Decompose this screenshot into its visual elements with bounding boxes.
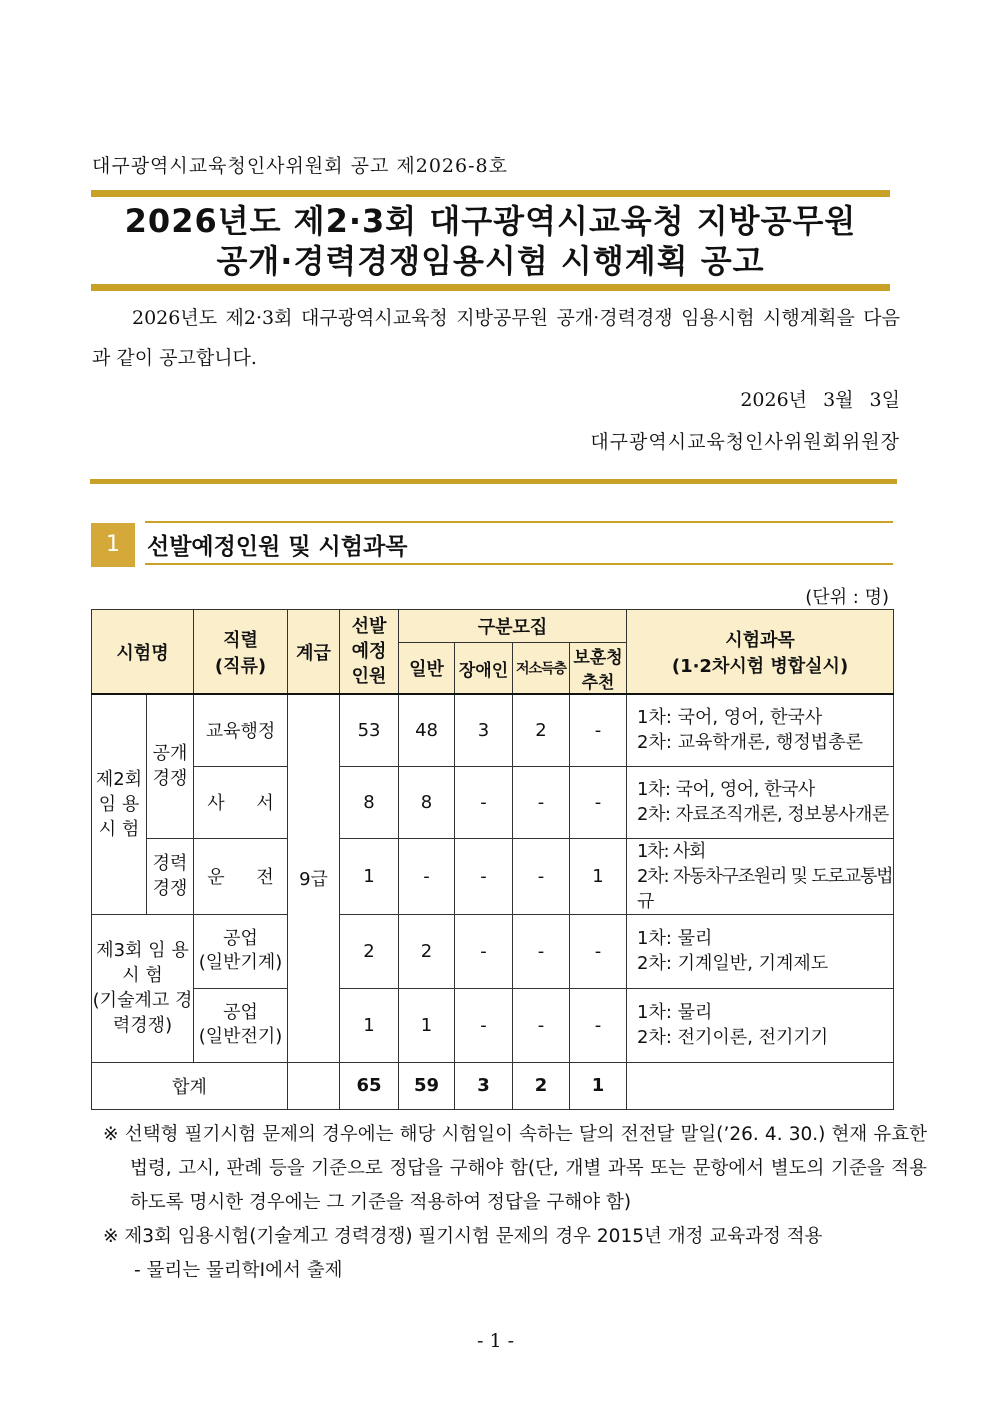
header-category: 구분모집 — [399, 610, 627, 643]
cell-planned: 1 — [340, 838, 399, 914]
total-low-income: 2 — [513, 1062, 570, 1109]
header-planned: 선발 예정 인원 — [340, 610, 399, 695]
cell-subjects: 1차: 물리 2차: 전기이론, 전기기기 — [627, 988, 894, 1062]
cell-planned: 53 — [340, 694, 399, 766]
page-title-line2: 공개·경력경쟁임용시험 시행계획 공고 — [216, 242, 765, 280]
cell-job: 공업 (일반전기) — [194, 988, 288, 1062]
cell-veterans: - — [570, 914, 627, 988]
title-bottom-bar — [91, 284, 890, 291]
cell-general: - — [399, 838, 455, 914]
note-2: ※ 제3회 임용시험(기술계고 경력경쟁) 필기시험 문제의 경우 2015년 개정 교육과정 적용 — [103, 1226, 823, 1247]
title-top-bar — [91, 190, 890, 197]
table-row — [92, 988, 894, 1062]
total-grade-cell — [288, 1062, 340, 1109]
cell-general: 8 — [399, 766, 455, 838]
cell-subjects: 1차: 물리 2차: 기계일반, 기계제도 — [627, 914, 894, 988]
cell-job: 공업 (일반기계) — [194, 914, 288, 988]
group-career: 경력 경쟁 — [147, 838, 194, 914]
cell-low-income: - — [513, 766, 570, 838]
header-disabled: 장애인 — [455, 643, 513, 695]
header-veterans: 보훈청 추천 — [570, 643, 627, 695]
header-general: 일반 — [399, 643, 455, 695]
cell-planned: 8 — [340, 766, 399, 838]
section-number: 1 — [91, 523, 135, 567]
cell-general: 1 — [399, 988, 455, 1062]
notice-number: 대구광역시교육청인사위원회 공고 제2026-8호 — [92, 155, 508, 177]
cell-disabled: - — [455, 988, 513, 1062]
cell-job: 사 서 — [194, 766, 288, 838]
cell-veterans: - — [570, 988, 627, 1062]
section-line-bottom — [145, 563, 893, 565]
unit-label: (단위 : 명) — [805, 587, 889, 608]
note-2-sub: - 물리는 물리학Ⅰ에서 출제 — [134, 1260, 343, 1281]
cell-planned: 2 — [340, 914, 399, 988]
divider — [90, 479, 897, 484]
header-exam-name: 시험명 — [92, 610, 194, 695]
total-row — [92, 1062, 894, 1109]
total-subjects — [627, 1062, 894, 1109]
total-general: 59 — [399, 1062, 455, 1109]
cell-low-income: 2 — [513, 694, 570, 766]
cell-low-income: - — [513, 914, 570, 988]
notice-date: 2026년 3월 3일 — [740, 389, 900, 411]
selection-table — [91, 609, 894, 1110]
table-row — [92, 694, 894, 766]
cell-subjects: 1차: 사회 2차: 자동차구조원리 및 도로교통법규 — [627, 838, 894, 914]
page-title-line1: 2026년도 제2·3회 대구광역시교육청 지방공무원 — [124, 202, 857, 240]
note-1: ※ 선택형 필기시험 문제의 경우에는 해당 시험일이 속하는 달의 전전달 말일(’26. 4. 30.) 현재 유효한 법령, 고시, 판례 등을 기준으로 정답을 구해야 함(단, 개별 과목 또는 문항에서 별도의 기준을 적용하도록 명시한 경우에는 그 기준을 적용하여 정답을 구해야 함) — [103, 1124, 927, 1213]
cell-grade: 9급 — [288, 694, 340, 1062]
section-line-top — [145, 521, 893, 523]
header-subjects: 시험과목 (1·2차시험 병합실시) — [627, 610, 894, 695]
cell-planned: 1 — [340, 988, 399, 1062]
total-disabled: 3 — [455, 1062, 513, 1109]
table-row — [92, 838, 894, 914]
header-grade: 계급 — [288, 610, 340, 695]
intro-text: 2026년도 제2·3회 대구광역시교육청 지방공무원 공개·경력경쟁 임용시험 시행계획을 다음과 같이 공고합니다. — [92, 307, 900, 369]
header-low-income: 저소득층 — [513, 643, 570, 695]
cell-subjects: 1차: 국어, 영어, 한국사 2차: 자료조직개론, 정보봉사개론 — [627, 766, 894, 838]
cell-general: 2 — [399, 914, 455, 988]
cell-job: 교육행정 — [194, 694, 288, 766]
group-exam2: 제2회 임 용 시 험 — [92, 694, 147, 914]
cell-disabled: - — [455, 914, 513, 988]
total-label: 합계 — [92, 1062, 288, 1109]
total-planned: 65 — [340, 1062, 399, 1109]
page-number: - 1 - — [476, 1330, 514, 1352]
header-job-series: 직렬 (직류) — [194, 610, 288, 695]
cell-low-income: - — [513, 838, 570, 914]
group-open: 공개 경쟁 — [147, 694, 194, 838]
cell-veterans: 1 — [570, 838, 627, 914]
cell-subjects: 1차: 국어, 영어, 한국사 2차: 교육학개론, 행정법총론 — [627, 694, 894, 766]
cell-veterans: - — [570, 766, 627, 838]
cell-low-income: - — [513, 988, 570, 1062]
table-row — [92, 766, 894, 838]
issuer: 대구광역시교육청인사위원회위원장 — [590, 431, 900, 453]
cell-job: 운 전 — [194, 838, 288, 914]
table-row — [92, 914, 894, 988]
group-exam3: 제3회 임 용 시 험 (기술계고 경력경쟁) — [92, 914, 194, 1062]
cell-disabled: - — [455, 838, 513, 914]
section-title: 선발예정인원 및 시험과목 — [147, 534, 408, 560]
cell-general: 48 — [399, 694, 455, 766]
total-veterans: 1 — [570, 1062, 627, 1109]
cell-veterans: - — [570, 694, 627, 766]
cell-disabled: 3 — [455, 694, 513, 766]
cell-disabled: - — [455, 766, 513, 838]
